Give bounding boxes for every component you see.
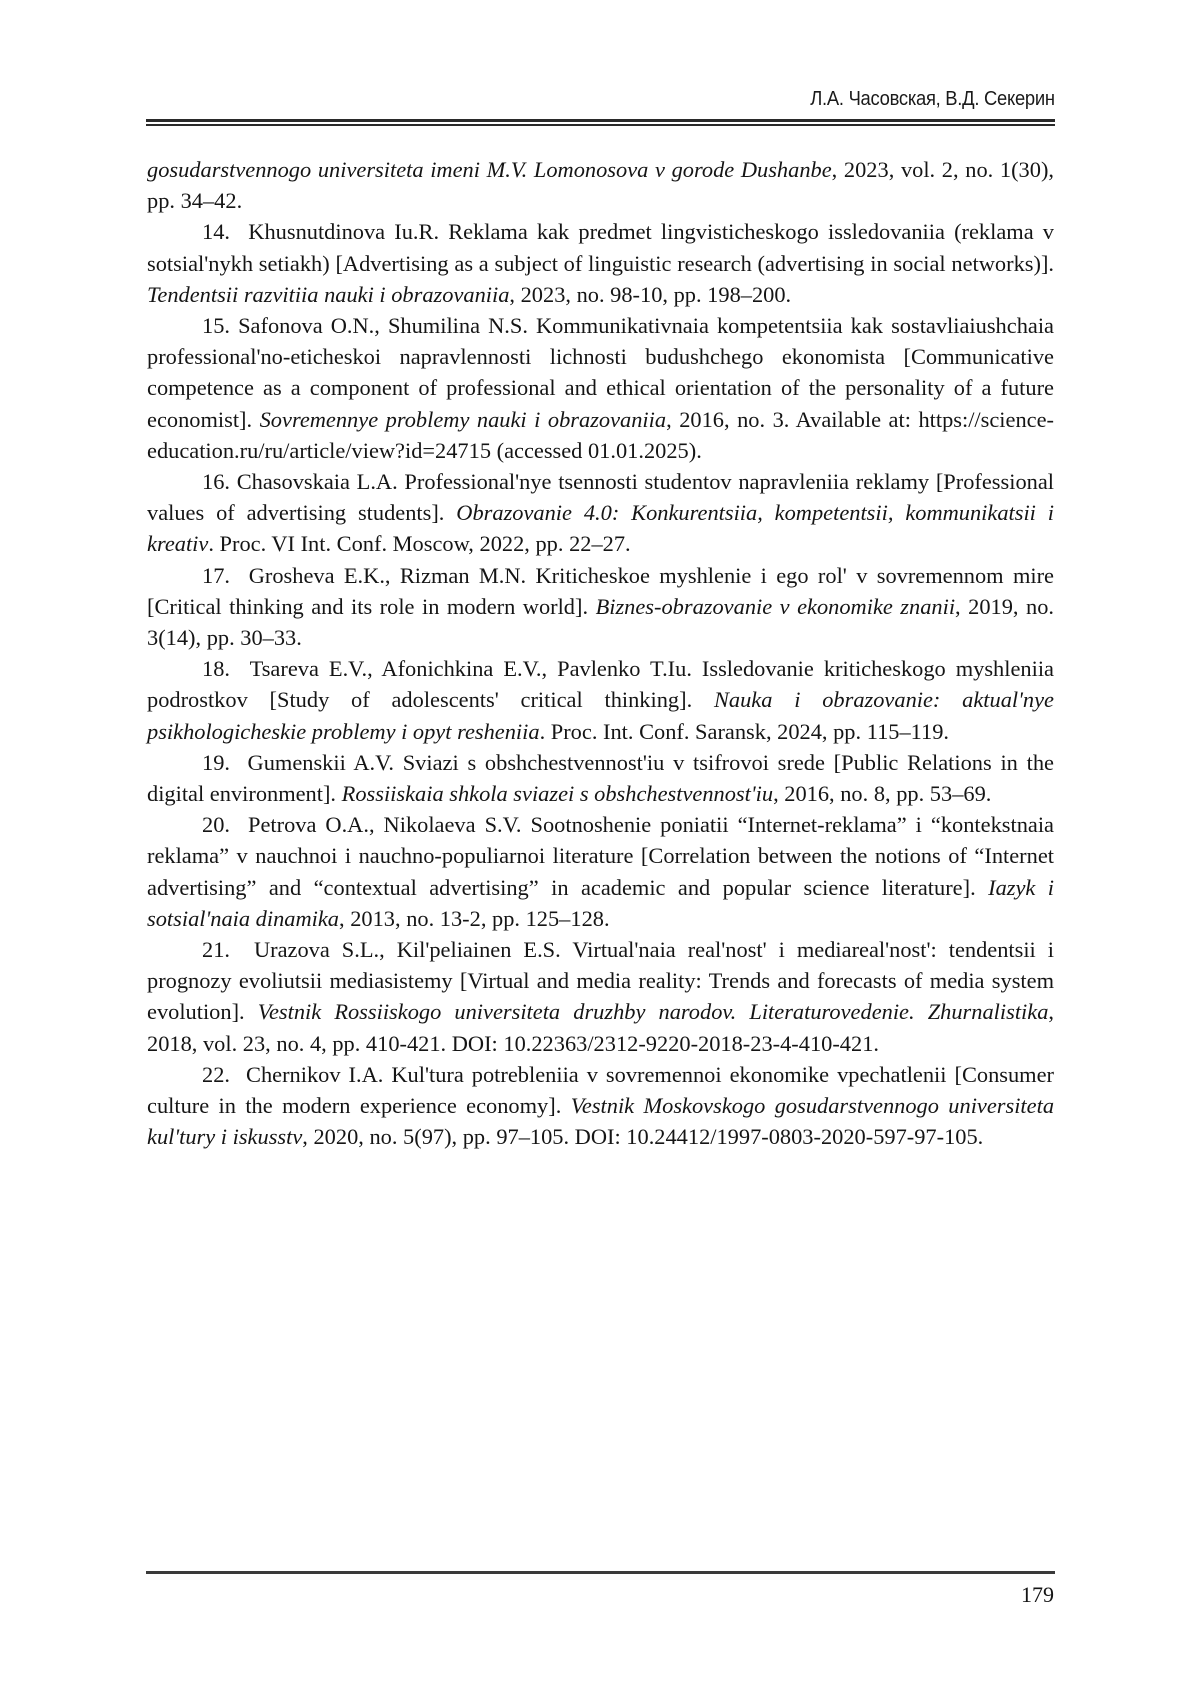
reference-number: 15. xyxy=(202,313,230,339)
reference-item xyxy=(147,809,1054,934)
reference-item xyxy=(147,747,1054,809)
reference-text: Urazova S.L., Kil'peliainen E.S. Virtual'naia real'nost' i mediareal'nost': tendentsii i prognozy evoliutsii mediasistemy [Virtual and media reality: Trends and forecasts of media system evolution]. xyxy=(147,937,1054,1025)
reference-source-italic: Vestnik Rossiiskogo universiteta druzhby narodov. Literaturovedenie. Zhurnalistika xyxy=(257,999,1049,1025)
header-double-rule xyxy=(146,119,1055,126)
header-rule-thin xyxy=(146,124,1055,126)
reference-source-italic: Rossiiskaia shkola sviazei s obshchestvennost'iu xyxy=(341,781,774,807)
reference-number: 14. xyxy=(202,219,230,245)
reference-number: 22. xyxy=(202,1061,230,1087)
reference-number: 18. xyxy=(202,656,230,682)
reference-tail: , 2023, vol. 2, no. 1(30), pp. 34–42. xyxy=(147,157,1054,214)
reference-tail: , 2018, vol. 23, no. 4, pp. 410-421. DOI: 10.22363/2312-9220-2018-23-4-410-421. xyxy=(147,999,1054,1056)
reference-tail: , 2019, no. 3(14), pp. 30–33. xyxy=(147,593,1054,651)
reference-number: 16. xyxy=(202,469,230,495)
reference-item xyxy=(147,934,1054,1059)
footer-rule xyxy=(146,1571,1055,1574)
reference-text: Khusnutdinova Iu.R. Reklama kak predmet lingvisticheskogo issledovaniia (reklama v sotsial'nykh setiakh) [Advertising as a subject of linguistic research (advertising in social networks)]. xyxy=(147,219,1054,276)
reference-item xyxy=(147,653,1054,747)
reference-text: Tsareva E.V., Afonichkina E.V., Pavlenko T.Iu. Issledovanie kriticheskogo myshleniia podrostkov [Study of adolescents' critical thinking]. xyxy=(147,656,1054,713)
reference-text: Petrova O.A., Nikolaeva S.V. Sootnoshenie poniatii “Internet-reklama” i “kontekstnaia reklama” v nauchnoi i nauchno-populiarnoi literature [Correlation between the notions of “Internet advertising” and “contextual advertising” in academic and popular science literature]. xyxy=(147,812,1054,900)
reference-source-italic: Obrazovanie 4.0: Konkurentsiia, kompetentsii, kommunikatsii i kreativ xyxy=(147,500,1055,557)
reference-text: Chernikov I.A. Kul'tura potrebleniia v sovremennoi ekonomike vpechatlenii [Consumer culture in the modern experience economy]. xyxy=(147,1061,1054,1119)
reference-source-italic: Sovremennye problemy nauki i obrazovaniia xyxy=(259,406,667,432)
reference-text: Chasovskaia L.A. Professional'nye tsennosti studentov napravleniia reklamy [Professional values of advertising students]. xyxy=(147,469,1054,526)
reference-source-italic: Nauka i obrazovanie: aktual'nye psikhologicheskie problemy i opyt resheniia xyxy=(147,687,1054,744)
reference-source-italic: Tendentsii razvitiia nauki i obrazovaniia xyxy=(147,281,510,307)
reference-item xyxy=(147,1059,1054,1153)
reference-text: Safonova O.N., Shumilina N.S. Kommunikativnaia kompetentsiia kak sostavliaiushchaia professional'no-eticheskoi napravlennosti lichnosti budushchego ekonomista [Communicative competence as a component of professional and ethical orientation of the personality of a future economist]. xyxy=(147,313,1054,432)
reference-number: 19. xyxy=(202,749,230,775)
page-number: 179 xyxy=(1021,1582,1054,1607)
reference-number: 17. xyxy=(202,562,230,588)
reference-source-italic: Iazyk i sotsial'naia dinamika xyxy=(147,874,1055,931)
reference-text: Gumenskii A.V. Sviazi s obshchestvennost'iu v tsifrovoi srede [Public Relations in the digital environment]. xyxy=(147,749,1054,807)
reference-number: 21. xyxy=(202,937,230,963)
reference-item xyxy=(147,310,1054,466)
reference-tail: , 2023, no. 98-10, pp. 198–200. xyxy=(509,281,792,307)
reference-text: Grosheva E.K., Rizman M.N. Kriticheskoe myshlenie i ego rol' v sovremennom mire [Critical thinking and its role in modern world]. xyxy=(147,562,1054,619)
reference-tail: . Proc. VI Int. Conf. Moscow, 2022, pp. 22–27. xyxy=(208,531,631,557)
running-head-authors: Л.А. Часовская, В.Д. Секерин xyxy=(810,88,1055,110)
header-rule-thick xyxy=(146,119,1055,122)
reference-item xyxy=(147,560,1054,654)
reference-list xyxy=(147,154,1054,1153)
reference-source-italic: gosudarstvennogo universiteta imeni M.V. Lomonosova v gorode Dushanbe xyxy=(147,157,832,182)
reference-continuation xyxy=(147,154,1054,216)
reference-item xyxy=(147,216,1054,310)
reference-tail: , 2013, no. 13-2, pp. 125–128. xyxy=(339,905,610,931)
reference-tail: , 2020, no. 5(97), pp. 97–105. DOI: 10.24412/1997-0803-2020-597-97-105. xyxy=(302,1124,984,1150)
reference-source-italic: Biznes-obrazovanie v ekonomike znanii xyxy=(595,593,956,619)
reference-tail: , 2016, no. 3. Available at: https://science-education.ru/ru/article/​view?id=24715 (accessed 01.01.2025). xyxy=(147,406,1054,463)
reference-item xyxy=(147,466,1054,560)
reference-tail: , 2016, no. 8, pp. 53–69. xyxy=(773,781,992,807)
reference-tail: . Proc. Int. Conf. Saransk, 2024, pp. 115–119. xyxy=(539,718,950,744)
reference-source-italic: Vestnik Moskovskogo gosudarstvennogo universiteta kul'tury i iskusstv xyxy=(147,1093,1055,1150)
reference-number: 20. xyxy=(202,812,230,838)
